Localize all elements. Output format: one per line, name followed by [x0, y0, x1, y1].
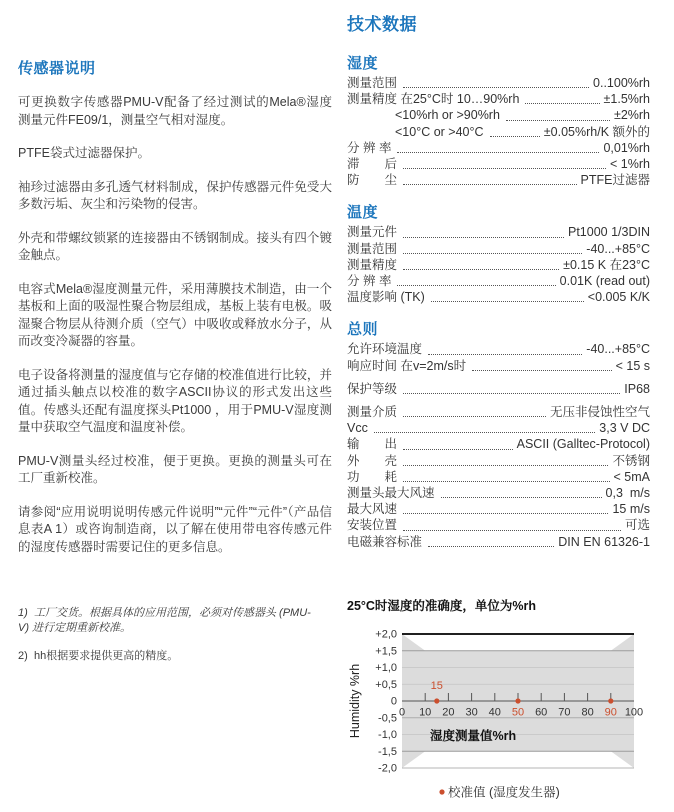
dot-leader	[525, 103, 599, 104]
spec-label: 温度影响 (TK)	[347, 290, 425, 305]
x-tick-label: 80	[581, 706, 594, 719]
spec-value: < 15 s	[615, 358, 650, 373]
spec-label: 允许环境温度	[347, 342, 423, 357]
footnote-text: hh根据要求提供更高的精度。	[34, 650, 179, 662]
footnote-1	[18, 606, 318, 636]
spec-value: 15 m/s	[612, 502, 650, 517]
spec-value: 3,3 V DC	[599, 421, 650, 436]
spec-row	[347, 517, 650, 533]
spec-row	[347, 172, 650, 188]
y-tick-label: +1,0	[375, 661, 397, 674]
spec-value: 不锈钢	[612, 453, 650, 468]
spec-row	[347, 156, 650, 172]
dot-leader	[374, 432, 595, 433]
spec-value: 0,01%rh	[603, 140, 650, 155]
calibration-point-15	[434, 698, 439, 703]
spec-row	[347, 534, 650, 550]
spec-row	[347, 140, 650, 156]
dot-leader	[403, 393, 620, 394]
y-tick-label: -1,0	[378, 728, 397, 741]
spec-value: -40...+85°C	[586, 342, 650, 357]
y-tick-label: +0,5	[375, 678, 397, 691]
spec-row	[347, 289, 650, 305]
spec-label: 响应时间 在v=2m/s时	[347, 358, 467, 373]
spec-value: ±2%rh	[613, 108, 650, 123]
spec-row	[347, 91, 650, 107]
dot-leader	[403, 184, 577, 185]
dot-leader	[403, 530, 621, 531]
spec-row	[347, 273, 650, 289]
y-tick-label: -1,5	[378, 745, 397, 758]
x-tick-label: 60	[535, 706, 548, 719]
spec-value: 0.01K (read out)	[559, 274, 650, 289]
dot-leader	[403, 87, 589, 88]
spec-row	[347, 124, 650, 140]
spec-row	[347, 436, 650, 452]
y-tick-label: -0,5	[378, 712, 397, 725]
x-tick-label: 70	[558, 706, 571, 719]
x-tick-label: 30	[465, 706, 478, 719]
dot-leader	[403, 237, 564, 238]
spec-label: 外 壳	[347, 453, 398, 468]
legend-label: 校准值 (湿度发生器)	[448, 785, 560, 800]
x-tick-label: 40	[488, 706, 501, 719]
x-tick-label-highlight: 90	[604, 706, 617, 719]
paragraph: PMU-V测量头经过校准，便于更换。更换的测量头可在工厂重新校准。	[18, 453, 332, 485]
spec-value: IP68	[624, 381, 650, 396]
spec-value: 0..100%rh	[593, 76, 650, 90]
spec-label: 滞 后	[347, 157, 398, 172]
spec-value: 无压非侵蚀性空气	[549, 405, 650, 420]
spec-label: 最大风速	[347, 502, 398, 517]
spec-label: 测量范围	[347, 241, 398, 256]
paragraph: 可更换数字传感器PMU-V配备了经过测试的Mela®湿度测量元件FE09/1，测量空气相对湿度。	[18, 95, 332, 127]
dot-leader	[441, 497, 602, 498]
x-tick-label-highlight: 50	[511, 706, 525, 719]
spec-value: PTFE过滤器	[580, 173, 650, 188]
spec-value: -40...+85°C	[586, 241, 650, 256]
x-tick-label: 100	[624, 706, 644, 719]
spec-value: < 5mA	[613, 469, 650, 484]
spec-row	[347, 404, 650, 420]
spec-value: < 1%rh	[610, 157, 650, 172]
page-title: 技术数据	[347, 15, 417, 34]
spec-value: ±0.05%rh/K 额外的	[543, 124, 650, 139]
spec-label: 防 尘	[347, 173, 398, 188]
y-axis-title: Humidity %rh	[348, 663, 362, 739]
spec-value: ±1.5%rh	[603, 92, 650, 107]
spec-label: <10%rh or >90%rh	[395, 108, 500, 123]
spec-row	[347, 224, 650, 240]
spec-value: ±0.15 K 在23°C	[563, 257, 650, 272]
paragraph: 电子设备将测量的湿度值与它存储的校准值进行比较，并通过插头触点以校准的数字ASCII协议的形式发出这些值。传感头还配有温度探头Pt1000 ，用于PMU-V湿度测量中获取空气温度和温度补偿。	[18, 367, 332, 434]
dot-leader	[403, 416, 546, 417]
section-heading-humidity: 湿度	[347, 55, 379, 72]
dot-leader	[403, 253, 582, 254]
dot-leader	[403, 481, 610, 482]
dot-leader	[472, 370, 611, 371]
spec-value: ASCII (Galltec-Protocol)	[516, 437, 650, 452]
spec-row	[347, 257, 650, 273]
y-tick-label: +2,0	[375, 628, 397, 641]
x-tick-label: 0	[398, 706, 406, 719]
x-tick-label: 20	[442, 706, 455, 719]
spec-value: <0.005 K/K	[587, 290, 650, 305]
y-tick-label: +1,5	[375, 645, 397, 658]
technical-data-column	[332, 0, 659, 800]
dot-leader	[403, 465, 608, 466]
left-section-heading: 传感器说明	[18, 60, 96, 77]
spec-value: 0,3 m/s	[605, 486, 650, 501]
accuracy-chart	[347, 628, 663, 812]
paragraph: 电容式Mela®湿度测量元件，采用薄膜技术制造，由一个基板和上面的吸湿性聚合物层组成，基板上装有电极。吸湿聚合物层从待测介质（空气）中吸收或释放水分子，从而改变冷凝器的容量。	[18, 281, 332, 348]
section-heading-temperature: 温度	[347, 204, 379, 222]
spec-label: <10°C or >40°C	[395, 124, 484, 139]
dot-leader	[403, 449, 513, 450]
paragraph: PTFE袋式过滤器保护。	[18, 146, 150, 160]
spec-row	[347, 75, 650, 91]
paragraph: 外壳和带螺纹锁紧的连接器由不锈钢制成。接头有四个镀金触点。	[18, 230, 332, 262]
dot-leader	[397, 152, 599, 153]
section-heading-general: 总则	[347, 321, 379, 339]
spec-row	[347, 358, 650, 374]
spec-row	[347, 485, 650, 501]
dot-leader	[403, 269, 559, 270]
y-tick-label: -2,0	[378, 762, 397, 775]
footnote-marker: 2)	[18, 650, 28, 662]
legend-marker-icon	[439, 789, 444, 794]
paragraph: 请参阅“应用说明说明传感元件说明”“元件”“元件”（产品信息表A 1）或咨询制造商，以了解在使用带电容传感元件的湿度传感器时需要记住的更多信息。	[18, 504, 332, 554]
spec-label: 测量精度 在25°C时 10…90%rh	[347, 92, 520, 107]
dot-leader	[506, 120, 610, 121]
spec-label: 测量精度	[347, 257, 398, 272]
point-label-15: 15	[430, 679, 443, 692]
dot-leader	[397, 285, 555, 286]
spec-label: 测量介质	[347, 405, 398, 420]
spec-label: 安装位置	[347, 518, 398, 533]
spec-row	[347, 469, 650, 485]
spec-value: Pt1000 1/3DIN	[568, 225, 650, 240]
spec-label: 分 辨 率	[347, 140, 392, 155]
dot-leader	[428, 546, 554, 547]
spec-row	[347, 341, 650, 357]
y-tick-label: 0	[390, 695, 397, 708]
spec-label: 分 辨 率	[347, 274, 392, 289]
dot-leader	[403, 168, 606, 169]
footnote-2	[18, 649, 318, 664]
spec-row	[347, 241, 650, 257]
spec-label: 输 出	[347, 437, 398, 452]
spec-label: 电磁兼容标准	[347, 534, 423, 549]
spec-row	[347, 381, 650, 397]
sensor-description-column	[0, 0, 332, 748]
spec-value: DIN EN 61326-1	[558, 534, 650, 549]
spec-label: 功 耗	[347, 469, 398, 484]
calibration-point-90	[608, 698, 613, 703]
spec-label: 测量头最大风速	[347, 486, 435, 501]
spec-row	[347, 453, 650, 469]
footnotes	[18, 606, 318, 664]
dot-leader	[431, 301, 584, 302]
x-tick-label: 10	[419, 706, 432, 719]
paragraph: 袖珍过滤器由多孔透气材料制成，保护传感器元件免受大多数污垢、灰尘和污染物的侵害。	[18, 179, 332, 211]
spec-label: 测量元件	[347, 225, 398, 240]
spec-label: 保护等级	[347, 381, 398, 396]
spec-label: Vcc	[347, 421, 368, 436]
spec-value: 可选	[624, 518, 650, 533]
dot-leader	[490, 136, 540, 137]
footnote-marker: 1)	[18, 607, 28, 619]
spec-row	[347, 107, 650, 123]
x-axis-title: 湿度测量值%rh	[430, 728, 517, 743]
dot-leader	[403, 513, 608, 514]
calibration-point-50	[515, 698, 520, 703]
spec-row	[347, 501, 650, 517]
footnote-text: 工厂交货。根据具体的应用范围，必须对传感器头 (PMU-V) 进行定期重新校准。	[18, 607, 311, 634]
dot-leader	[428, 354, 582, 355]
chart-title: 25°C时湿度的准确度，单位为%rh	[347, 598, 537, 613]
spec-row	[347, 420, 650, 436]
spec-label: 测量范围	[347, 76, 398, 90]
